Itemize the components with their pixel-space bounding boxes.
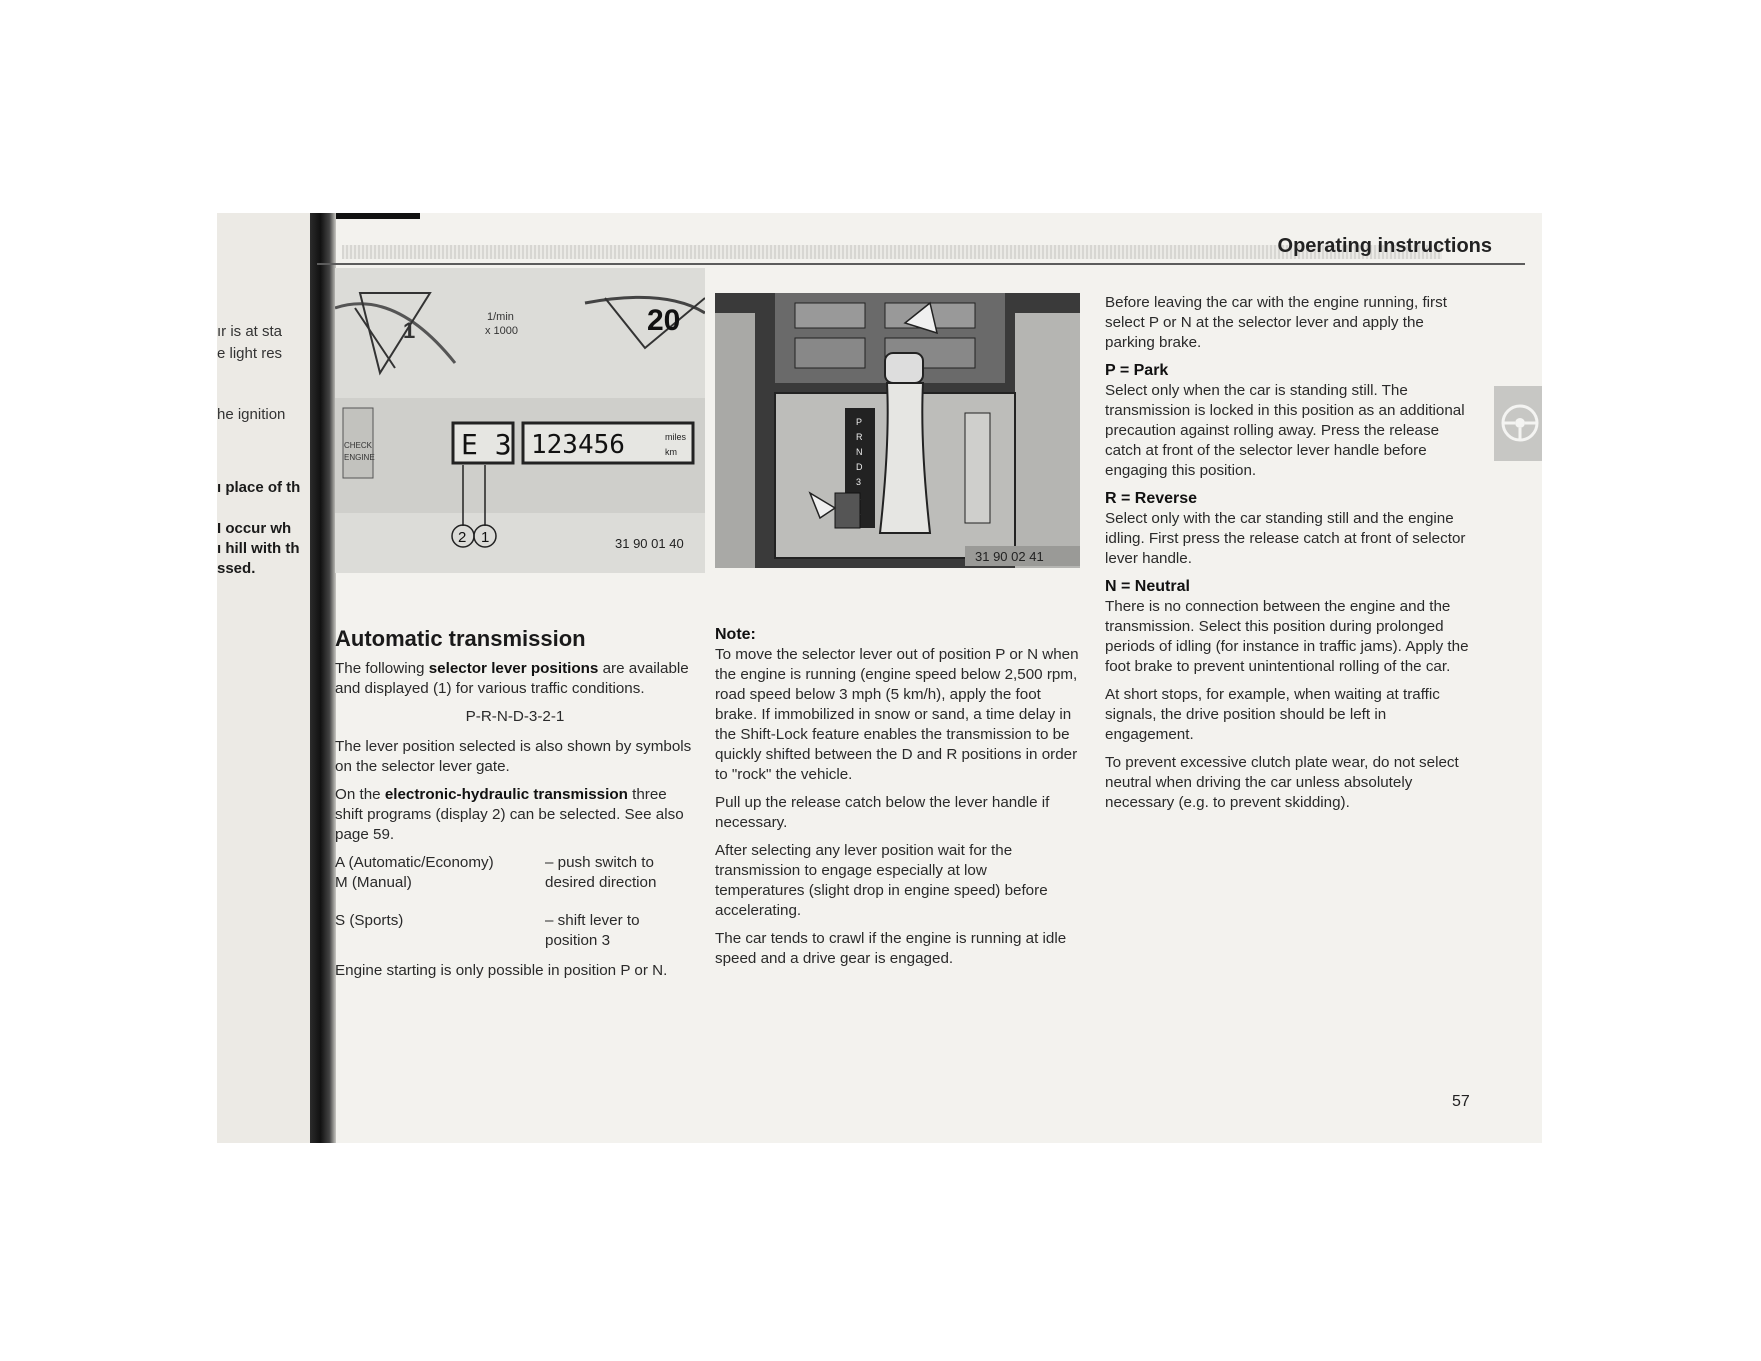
gear-letter: N [856, 447, 863, 457]
text-run: are available and displayed (1) for various traffic conditions. [335, 660, 689, 697]
paragraph: The car tends to crawl if the engine is running at idle speed and a drive gear is engaged. [715, 930, 1067, 967]
mode-row-m [335, 873, 695, 893]
paragraph: Engine starting is only possible in position P or N. [335, 962, 668, 979]
steering-wheel-icon [1503, 406, 1537, 440]
mode-label: M (Manual) [335, 874, 412, 891]
callout-2: 2 [458, 529, 467, 546]
lever-knob [885, 353, 923, 383]
left-fragment: ı place of th [217, 479, 301, 496]
figure1-code: 31 90 01 40 [615, 536, 684, 551]
mode-desc: – shift lever to position 3 [545, 912, 640, 949]
section-header-title: Operating instructions [1277, 235, 1492, 257]
paragraph [335, 785, 695, 845]
park-heading: P = Park [1105, 362, 1169, 379]
left-page-edge [217, 213, 310, 1143]
neutral-heading: N = Neutral [1105, 578, 1190, 595]
text-run: Select only when the car is standing still. The transmission is locked in this position as an additional precaution against rolling away. [1105, 382, 1465, 439]
column-positions [1105, 293, 1470, 821]
gauge-unit-bottom: x 1000 [485, 325, 519, 337]
gear-display: E 3 [461, 428, 512, 461]
gear-letter: R [856, 432, 863, 442]
book-spine [310, 213, 336, 1143]
bold-term: electronic-hydraulic transmission [384, 786, 628, 803]
gauge-number-left: 1 [403, 318, 416, 343]
callout-1: 1 [481, 529, 490, 546]
header-rule [317, 263, 1525, 265]
mode-desc: – push switch to [545, 854, 654, 871]
gear-letter: 3 [856, 477, 862, 487]
manual-spread [217, 213, 1542, 1143]
paragraph: There is no connection between the engine and the transmission. Select this position during prolonged periods of idling (for instance in traffic jams). Apply the foot brake to prevent unintentional rolling of the car. [1105, 598, 1469, 675]
left-fragment: ssed. [217, 560, 256, 577]
paragraph: The lever position selected is also shown by symbols on the selector lever gate. [335, 738, 692, 775]
figure2-code: 31 90 02 41 [975, 549, 1044, 564]
heading-automatic-transmission: Automatic transmission [335, 626, 586, 651]
mode-desc: desired direction [545, 874, 657, 891]
column-note [715, 621, 1080, 977]
mode-row-s [335, 911, 695, 951]
paragraph: To prevent excessive clutch plate wear, do not select neutral when driving the car unless absolutely necessary (e.g. to prevent skidding). [1105, 754, 1459, 811]
text-run: On the [335, 786, 385, 803]
gauge-unit-top: 1/min [487, 311, 514, 323]
reverse-heading: R = Reverse [1105, 490, 1198, 507]
page-number: 57 [1452, 1093, 1470, 1110]
odometer-unit-bottom: km [665, 447, 677, 457]
gear-letter: P [856, 417, 863, 427]
left-fragment: I occur wh [217, 520, 292, 537]
left-fragment: ı hill with th [217, 540, 300, 557]
mode-row-a [335, 853, 695, 873]
paragraph [335, 659, 695, 699]
note-heading: Note: [715, 626, 756, 643]
left-fragment: e light res [217, 345, 283, 362]
instrument-cluster-figure [335, 268, 705, 573]
paragraph: At short stops, for example, when waiting at traffic signals, the drive position should be left in engagement. [1105, 686, 1440, 743]
text-run: The following [335, 660, 429, 677]
paragraph: Before leaving the car with the engine running, first select P or N at the selector lever and apply the parking brake. [1105, 294, 1447, 351]
paragraph: To move the selector lever out of position P or N when the engine is running (engine speed below 2,500 rpm, road speed below 3 mph (5 km/h), apply the foot brake. If immobilized in snow or sand, a time delay in the Shift-Lock feature enables the transmission to be quickly shifted between the D and R positions in order to "rock" the vehicle. [715, 646, 1079, 783]
left-fragment: ır is at sta [217, 323, 283, 340]
gauge-number-right: 20 [647, 304, 681, 337]
mode-label: S (Sports) [335, 912, 404, 929]
paragraph: Select only with the car standing still and the engine idling. First press the release catch at front of selector lever handle. [1105, 510, 1466, 567]
gear-letter: D [856, 462, 863, 472]
column-automatic-transmission [335, 623, 695, 989]
odometer: 123456 [531, 430, 625, 460]
bold-term: selector lever positions [428, 660, 599, 677]
paragraph: Pull up the release catch below the lever handle if necessary. [715, 794, 1050, 831]
mode-label: A (Automatic/Economy) [335, 854, 494, 871]
text-run: three shift programs (display 2) can be selected. See also page 59. [335, 786, 684, 843]
lever-handle [880, 383, 930, 533]
warning-line1: CHECK [344, 441, 373, 450]
lever-sequence: P-R-N-D-3-2-1 [465, 708, 565, 725]
odometer-unit-top: miles [665, 432, 687, 442]
selector-lever-figure [715, 293, 1080, 568]
warning-line2: ENGINE [344, 453, 375, 462]
text-run: Press the release catch at front of the selector lever handle before engaging this position. [1105, 422, 1440, 479]
paragraph [1105, 381, 1470, 481]
paragraph: After selecting any lever position wait for the transmission to engage especially at low temperatures (slight drop in engine speed) before accelerating. [715, 842, 1048, 919]
left-fragment: he ignition [217, 406, 286, 423]
chapter-thumb-tab [1494, 386, 1542, 461]
